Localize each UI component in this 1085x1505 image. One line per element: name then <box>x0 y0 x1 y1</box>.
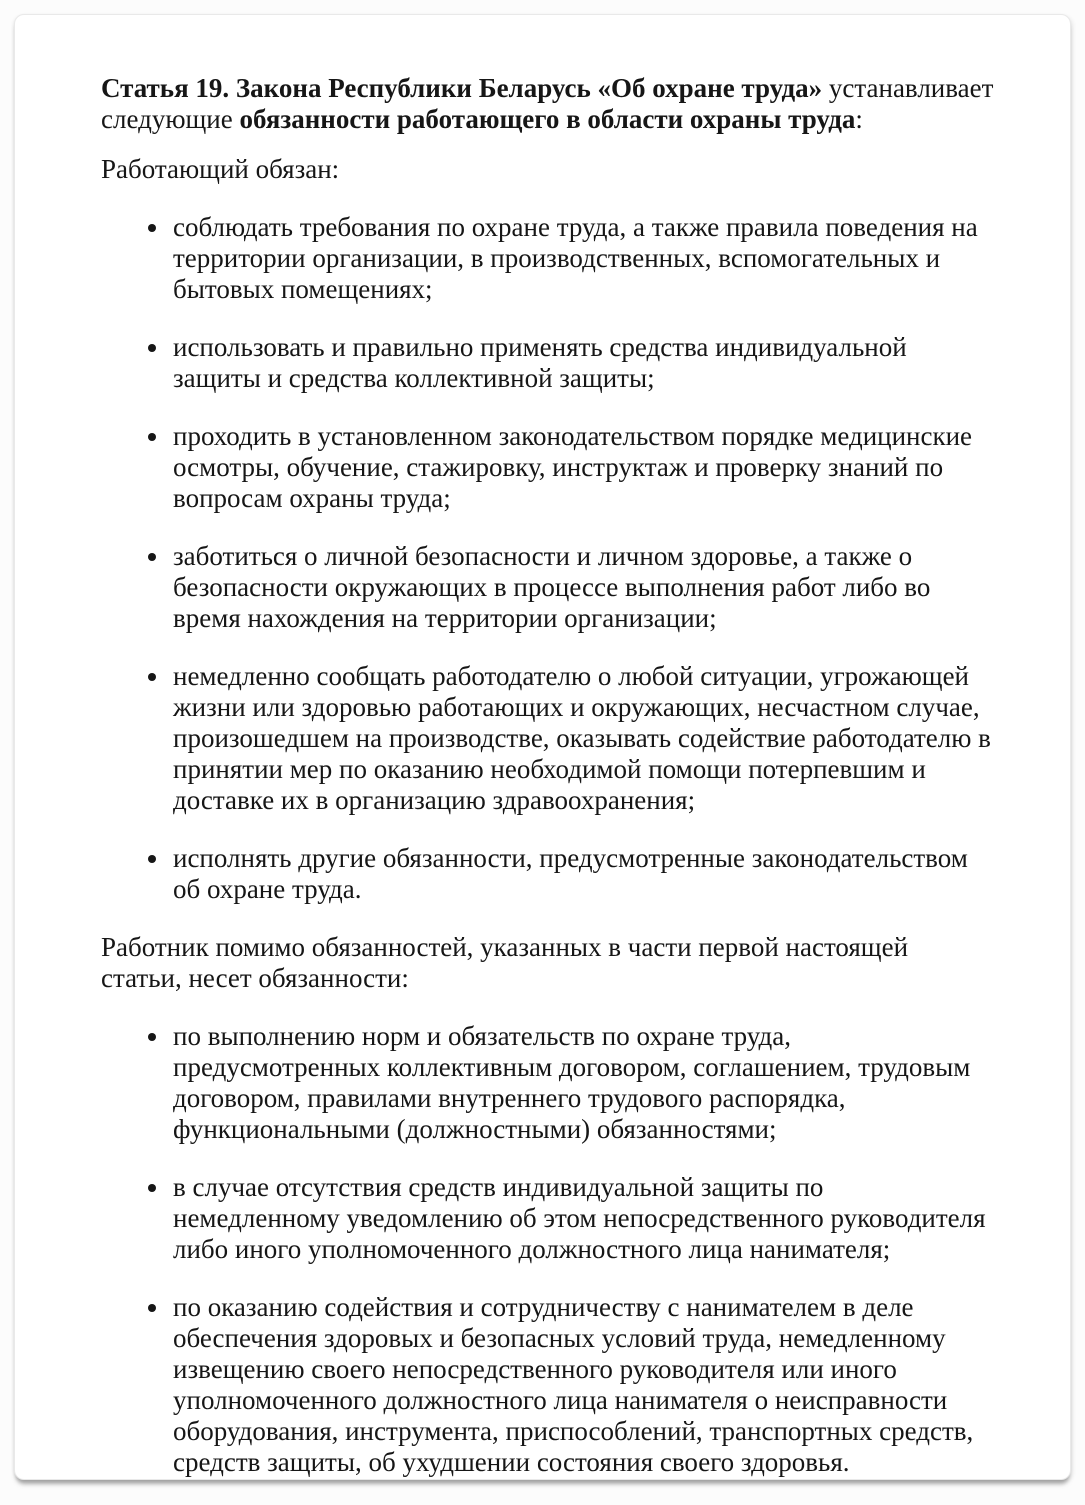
article-heading-bold-title: Статья 19. Закона Республики Беларусь «Об охране труда» <box>101 73 823 103</box>
article-heading-colon: : <box>855 104 863 134</box>
list-item: • немедленно сообщать работодателю о любой ситуации, угрожающей жизни или здоровью работающих и окружающих, несчастном случае, произошедшем на производстве, оказывать содействие работодателю в принятии мер по оказанию необходимой помощи потерпевшим и доставке их в организацию здравоохранения; <box>171 661 995 816</box>
employee-additional-duties-list <box>101 1021 995 1478</box>
document-page <box>14 14 1071 1480</box>
article-heading-regular-text: устанавливает следующие <box>101 73 994 134</box>
list-item: • использовать и правильно применять средства индивидуальной защиты и средства коллективной защиты; <box>171 332 995 394</box>
document-content <box>101 73 995 1478</box>
list-item: • соблюдать требования по охране труда, а также правила поведения на территории организации, в производственных, вспомогательных и бытовых помещениях; <box>171 212 995 305</box>
worker-duties-list <box>101 212 995 905</box>
article-heading-bold-duties: обязанности работающего в области охраны труда <box>239 104 856 134</box>
list-item: • исполнять другие обязанности, предусмотренные законодательством об охране труда. <box>171 843 995 905</box>
list-item: • проходить в установленном законодательством порядке медицинские осмотры, обучение, стажировку, инструктаж и проверку знаний по вопросам охраны труда; <box>171 421 995 514</box>
list-item: • по выполнению норм и обязательств по охране труда, предусмотренных коллективным договором, соглашением, трудовым договором, правилами внутреннего трудового распорядка, функциональными (должностными) обязанностями; <box>171 1021 995 1145</box>
list-item: • по оказанию содействия и сотрудничеству с нанимателем в деле обеспечения здоровых и безопасных условий труда, немедленному извещению своего непосредственного руководителя или иного уполномоченного должностного лица нанимателя о неисправности оборудования, инструмента, приспособлений, транспортных средств, средств защиты, об ухудшении состояния своего здоровья. <box>171 1292 995 1478</box>
list-item: • заботиться о личной безопасности и личном здоровье, а также о безопасности окружающих в процессе выполнения работ либо во время нахождения на территории организации; <box>171 541 995 634</box>
second-paragraph: Работник помимо обязанностей, указанных в части первой настоящей статьи, несет обязанности: <box>101 932 909 993</box>
list-item: • в случае отсутствия средств индивидуальной защиты по немедленному уведомлению об этом непосредственного руководителя либо иного уполномоченного должностного лица нанимателя; <box>171 1172 995 1265</box>
article-heading <box>101 73 995 135</box>
intro-paragraph: Работающий обязан: <box>101 154 340 184</box>
